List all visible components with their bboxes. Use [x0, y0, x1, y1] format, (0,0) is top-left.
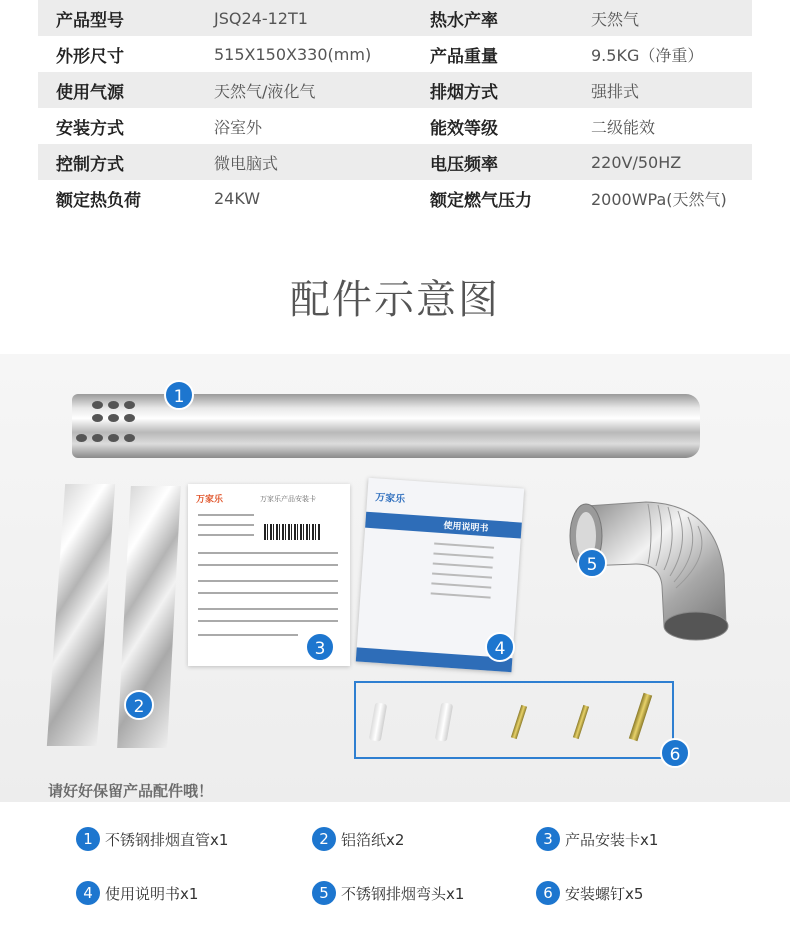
spec-row	[38, 0, 752, 36]
spec-label: 安装方式	[56, 118, 124, 139]
spec-value: 9.5KG（净重）	[591, 45, 704, 65]
vent-hole-icon	[108, 434, 119, 442]
spec-label: 使用气源	[56, 82, 124, 103]
card-line	[198, 608, 338, 610]
wall-anchor-icon	[435, 702, 453, 742]
legend-text: 安装螺钉x5	[565, 884, 644, 903]
spec-label: 热水产率	[430, 10, 498, 31]
legend-text: 使用说明书x1	[105, 884, 199, 903]
legend-item	[536, 826, 658, 852]
spec-row	[38, 36, 752, 72]
spec-value: 微电脑式	[214, 153, 279, 173]
manual-line	[434, 543, 494, 549]
spec-value: 220V/50HZ	[591, 152, 682, 172]
spec-value: 强排式	[591, 81, 640, 101]
spec-value: 天然气	[591, 9, 640, 29]
card-line	[198, 592, 338, 594]
marker-2: 2	[124, 690, 154, 720]
card-line	[198, 634, 298, 636]
legend-item	[76, 880, 198, 906]
spec-label: 外形尺寸	[56, 46, 124, 67]
marker-3: 3	[305, 632, 335, 662]
vent-hole-icon	[92, 434, 103, 442]
card-brand: 万家乐	[196, 495, 224, 505]
spec-value: 515X150X330(mm)	[214, 44, 372, 64]
marker-4: 4	[485, 632, 515, 662]
vent-hole-icon	[76, 434, 87, 442]
spec-label: 排烟方式	[430, 82, 498, 103]
spec-row	[38, 144, 752, 180]
marker-5: 5	[577, 548, 607, 578]
spec-table	[38, 0, 752, 216]
card-line	[198, 620, 338, 622]
spec-label: 额定燃气压力	[430, 190, 532, 211]
card-line	[198, 580, 338, 582]
legend-number: 4	[76, 881, 100, 905]
spec-label: 产品型号	[56, 10, 124, 31]
spec-row	[38, 72, 752, 108]
legend-text: 不锈钢排烟直管x1	[105, 830, 229, 849]
marker-6: 6	[660, 738, 690, 768]
wall-anchor-icon	[369, 702, 387, 742]
card-line	[198, 552, 338, 554]
vent-hole-icon	[124, 414, 135, 422]
manual-line	[431, 582, 491, 588]
card-title: 万家乐产品安装卡	[260, 495, 316, 503]
spec-label: 产品重量	[430, 46, 498, 67]
spec-value: 2000WPa(天然气)	[591, 189, 727, 209]
marker-1: 1	[164, 380, 194, 410]
screw-icon	[511, 705, 527, 739]
legend-number: 1	[76, 827, 100, 851]
legend-text: 产品安装卡x1	[565, 830, 659, 849]
legend-item	[76, 826, 228, 852]
manual-line	[431, 592, 491, 598]
spec-value: 24KW	[214, 188, 261, 208]
spec-label: 电压频率	[430, 154, 498, 175]
spec-value: 浴室外	[214, 117, 263, 137]
legend-item	[312, 880, 464, 906]
spec-label: 额定热负荷	[56, 190, 141, 211]
card-line	[198, 524, 254, 526]
manual-line	[433, 562, 493, 568]
legend-item	[312, 826, 404, 852]
legend-item	[536, 880, 643, 906]
screw-icon	[629, 693, 652, 741]
spec-label: 控制方式	[56, 154, 124, 175]
vent-hole-icon	[108, 401, 119, 409]
legend-text: 不锈钢排烟弯头x1	[341, 884, 465, 903]
spec-row	[38, 108, 752, 144]
barcode-icon	[264, 524, 320, 540]
spec-value: JSQ24-12T1	[214, 8, 308, 28]
screw-icon	[573, 705, 589, 739]
vent-hole-icon	[92, 401, 103, 409]
legend-number: 6	[536, 881, 560, 905]
vent-hole-icon	[92, 414, 103, 422]
card-line	[198, 534, 254, 536]
legend-number: 2	[312, 827, 336, 851]
card-line	[198, 564, 338, 566]
manual-line	[433, 552, 493, 558]
keep-accessories-notice: 请好好保留产品配件哦！	[48, 782, 214, 800]
vent-hole-icon	[124, 434, 135, 442]
section-title: 配件示意图	[290, 277, 500, 323]
spec-label: 能效等级	[430, 118, 498, 139]
legend-number: 5	[312, 881, 336, 905]
card-line	[198, 514, 254, 516]
spec-value: 二级能效	[591, 117, 656, 137]
vent-hole-icon	[108, 414, 119, 422]
legend-number: 3	[536, 827, 560, 851]
legend-text: 铝箔纸x2	[341, 830, 405, 849]
manual-line	[432, 572, 492, 578]
vent-hole-icon	[124, 401, 135, 409]
screws-frame	[354, 681, 674, 759]
spec-value: 天然气/液化气	[214, 81, 316, 101]
manual-brand: 万家乐	[374, 492, 406, 506]
manual-title: 使用说明书	[443, 521, 489, 535]
spec-row	[38, 180, 752, 216]
